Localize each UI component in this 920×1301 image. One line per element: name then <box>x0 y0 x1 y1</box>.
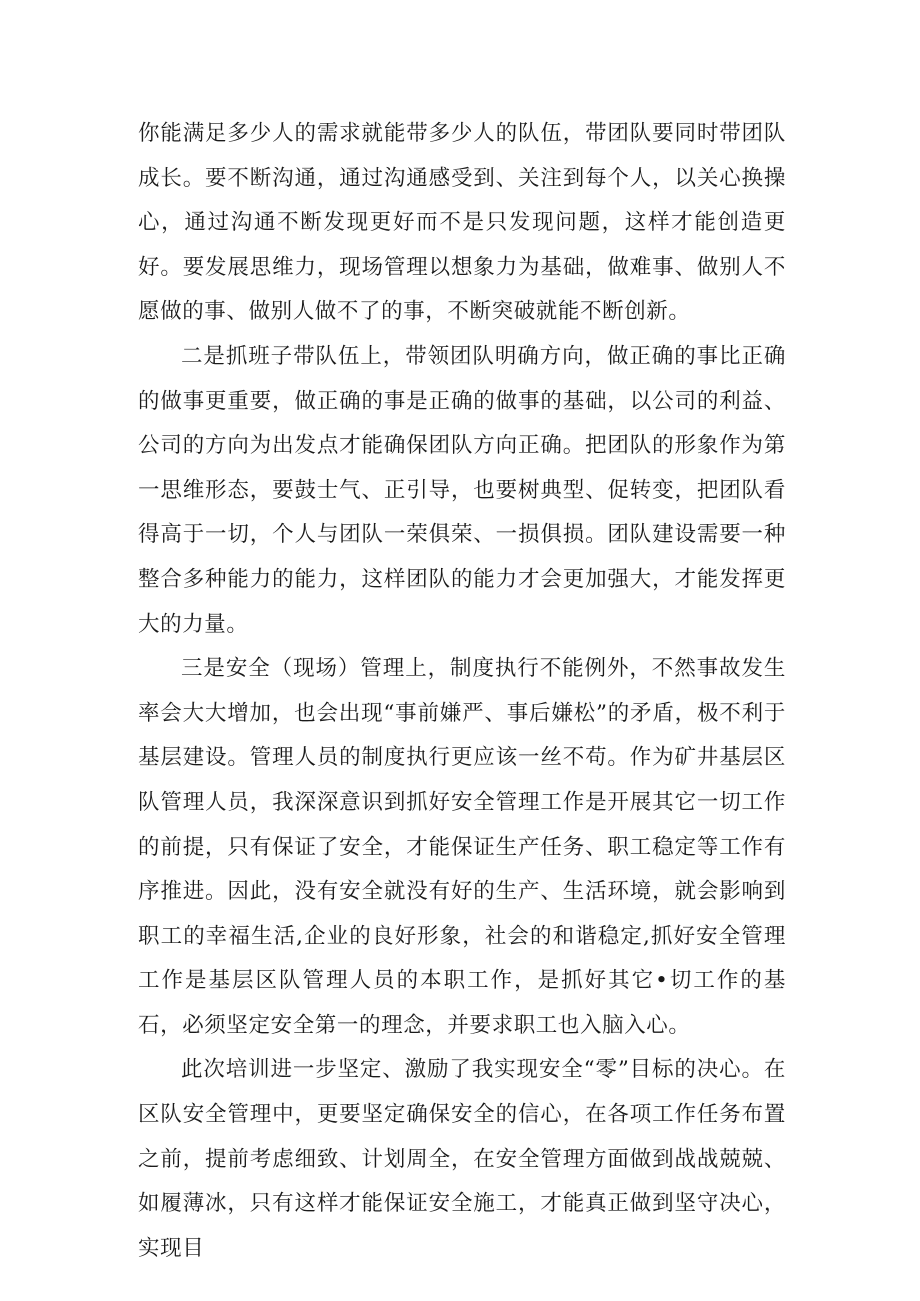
paragraph-3: 三是安全（现场）管理上，制度执行不能例外，不然事故发生率会大大增加，也会出现“事前嫌严、事后嫌松”的矛盾，极不利于基层建设。管理人员的制度执行更应该一丝不苟。作为矿井基层区队管理人员，我深深意识到抓好安全管理工作是开展其它一切工作的前提，只有保证了安全，才能保证生产任务、职工稳定等工作有序推进。因此，没有安全就没有好的生产、生活环境，就会影响到职工的幸福生活,企业的良好形象，社会的和谐稳定,抓好安全管理工作是基层区队管理人员的本职工作，是抓好其它•切工作的基石，必须坚定安全第一的理念，并要求职工也入脑入心。 <box>138 656 786 1038</box>
paragraph-1: 你能满足多少人的需求就能带多少人的队伍，带团队要同时带团队成长。要不断沟通，通过沟通感受到、关注到每个人，以关心换操心，通过沟通不断发现更好而不是只发现问题，这样才能创造更好。要发展思维力，现场管理以想象力为基础，做难事、做别人不愿做的事、做别人做不了的事，不断突破就能不断创新。 <box>138 121 786 325</box>
paragraph-2: 二是抓班子带队伍上，带领团队明确方向，做正确的事比正确的做事更重要，做正确的事是正确的做事的基础，以公司的利益、公司的方向为出发点才能确保团队方向正确。把团队的形象作为第一思维形态，要鼓士气、正引导，也要树典型、促转变，把团队看得高于一切，个人与团队一荣俱荣、一损俱损。团队建设需要一种整合多种能力的能力，这样团队的能力才会更加强大，才能发挥更大的力量。 <box>138 343 786 637</box>
document-body <box>138 112 786 1271</box>
paragraph-4: 此次培训进一步坚定、激励了我实现安全“零”目标的决心。在区队安全管理中，更要坚定确保安全的信心，在各项工作任务布置之前，提前考虑细致、计划周全，在安全管理方面做到战战兢兢、如履薄冰，只有这样才能保证安全施工，才能真正做到坚守决心，实现目 <box>138 1057 786 1261</box>
